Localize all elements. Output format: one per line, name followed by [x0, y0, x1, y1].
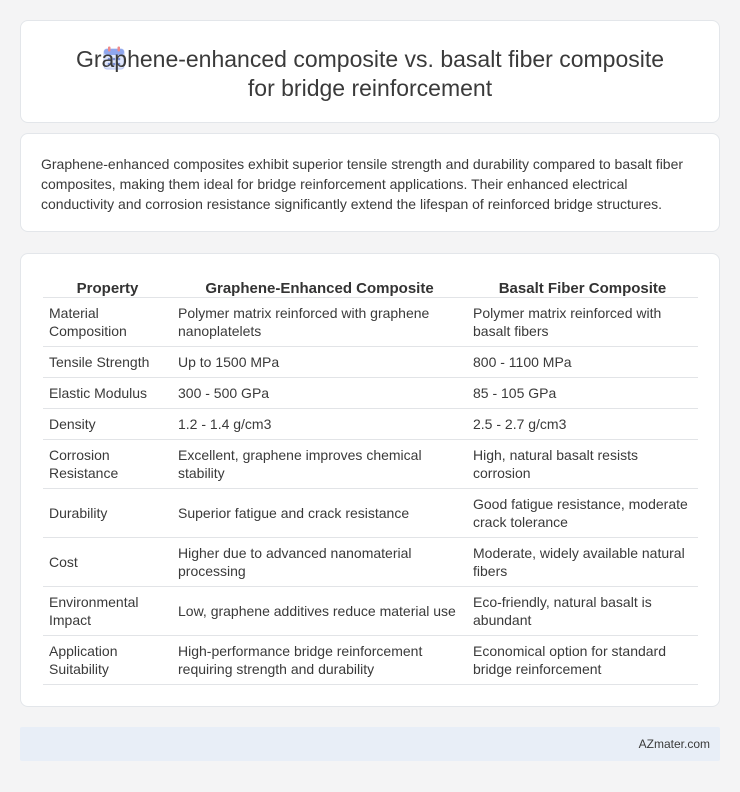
table-cell-graphene: Up to 1500 MPa	[172, 347, 467, 378]
table-cell-graphene: Low, graphene additives reduce material use	[172, 587, 467, 636]
table-cell-property: Durability	[43, 489, 172, 538]
table-cell-basalt: 2.5 - 2.7 g/cm3	[467, 409, 698, 440]
page-title: Graphene-enhanced composite vs. basalt fiber composite for bridge reinforcement	[75, 46, 665, 101]
table-card	[20, 253, 720, 707]
column-header-basalt: Basalt Fiber Composite	[467, 276, 698, 298]
column-header-property: Property	[43, 276, 172, 298]
table-cell-graphene: Higher due to advanced nanomaterial processing	[172, 538, 467, 587]
table-cell-graphene: 300 - 500 GPa	[172, 378, 467, 409]
table-header-row	[43, 276, 698, 298]
table-row	[43, 440, 698, 489]
table-cell-property: Cost	[43, 538, 172, 587]
table-cell-graphene: Superior fatigue and crack resistance	[172, 489, 467, 538]
footer-bar	[20, 727, 720, 761]
table-cell-basalt: Good fatigue resistance, moderate crack tolerance	[467, 489, 698, 538]
table-cell-basalt: 800 - 1100 MPa	[467, 347, 698, 378]
summary-text: Graphene-enhanced composites exhibit superior tensile strength and durability compared to basalt fiber composites, making them ideal for bridge reinforcement applications. Their enhanced electrical conductivity and corrosion resistance significantly extend the lifespan of reinforced bridge structures.	[41, 156, 684, 212]
summary-card	[20, 133, 720, 232]
table-row	[43, 298, 698, 347]
table-row	[43, 489, 698, 538]
table-cell-graphene: High-performance bridge reinforcement requiring strength and durability	[172, 636, 467, 685]
table-cell-basalt: Economical option for standard bridge reinforcement	[467, 636, 698, 685]
table-cell-property: Material Composition	[43, 298, 172, 347]
title-card	[20, 20, 720, 123]
comparison-table	[43, 276, 698, 685]
table-cell-basalt: Eco-friendly, natural basalt is abundant	[467, 587, 698, 636]
table-cell-property: Corrosion Resistance	[43, 440, 172, 489]
table-row	[43, 378, 698, 409]
table-row	[43, 538, 698, 587]
table-cell-graphene: 1.2 - 1.4 g/cm3	[172, 409, 467, 440]
table-cell-basalt: Moderate, widely available natural fibers	[467, 538, 698, 587]
table-row	[43, 347, 698, 378]
footer-brand-link[interactable]: AZmater.com	[638, 737, 710, 751]
table-cell-basalt: High, natural basalt resists corrosion	[467, 440, 698, 489]
table-cell-property: Environmental Impact	[43, 587, 172, 636]
table-cell-graphene: Excellent, graphene improves chemical stability	[172, 440, 467, 489]
table-cell-property: Application Suitability	[43, 636, 172, 685]
table-cell-property: Tensile Strength	[43, 347, 172, 378]
table-cell-property: Elastic Modulus	[43, 378, 172, 409]
table-row	[43, 636, 698, 685]
column-header-graphene: Graphene-Enhanced Composite	[172, 276, 467, 298]
table-cell-basalt: 85 - 105 GPa	[467, 378, 698, 409]
table-cell-property: Density	[43, 409, 172, 440]
table-row	[43, 587, 698, 636]
table-cell-basalt: Polymer matrix reinforced with basalt fibers	[467, 298, 698, 347]
table-row	[43, 409, 698, 440]
table-cell-graphene: Polymer matrix reinforced with graphene nanoplatelets	[172, 298, 467, 347]
